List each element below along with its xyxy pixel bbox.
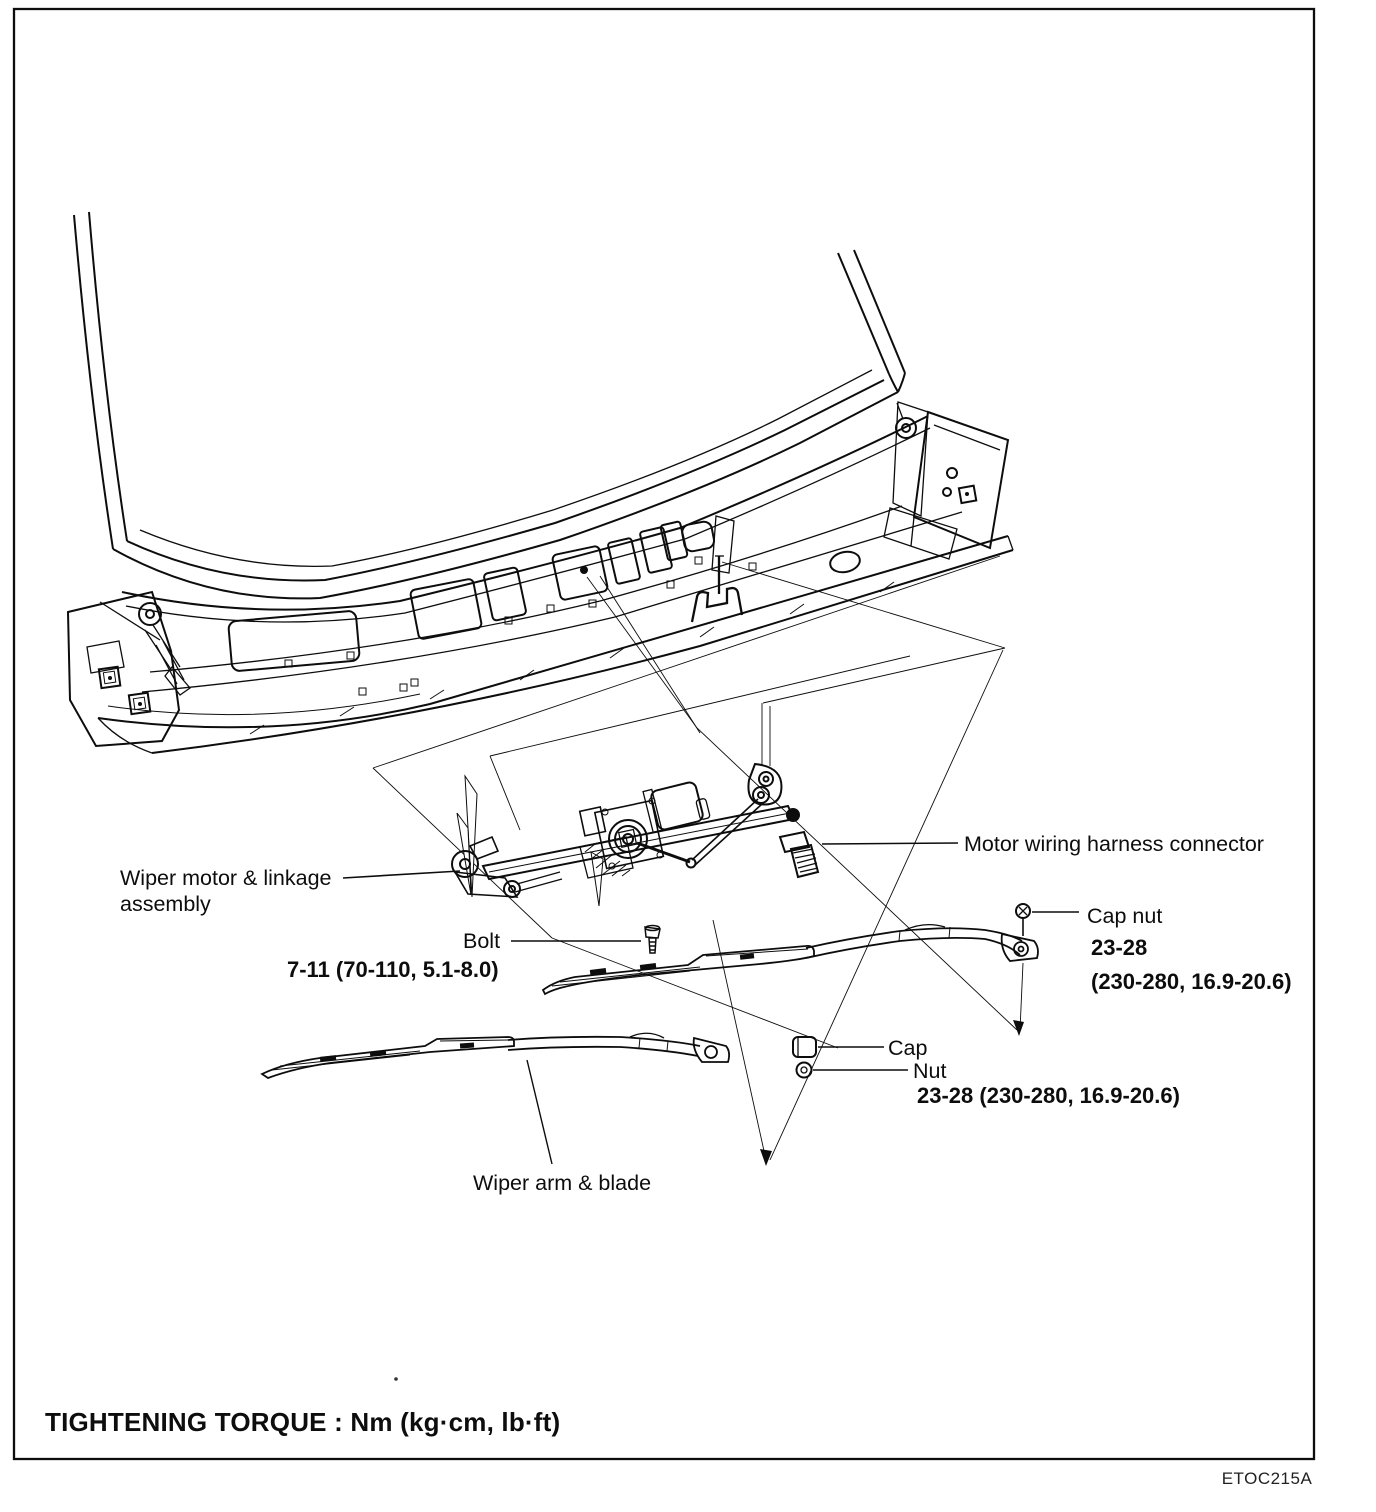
label-wiper-arm: Wiper arm & blade [473, 1171, 652, 1195]
cowl-left-bracket [68, 592, 190, 746]
figure-reference-code: ETOC215A [1221, 1469, 1313, 1488]
footer-title: TIGHTENING TORQUE : Nm (kg·cm, lb·ft) [45, 1407, 561, 1437]
figure-border [14, 9, 1314, 1459]
label-bolt-torque: 7-11 (70-110, 5.1-8.0) [287, 957, 499, 982]
leader-lines [343, 843, 1079, 1164]
cowl-panel [68, 402, 1013, 753]
label-wiper-motor-line1: Wiper motor & linkage [120, 866, 332, 890]
label-cap-nut: Cap nut [1087, 904, 1163, 928]
label-wiper-motor-line2: assembly [120, 892, 211, 916]
label-bolt: Bolt [463, 929, 501, 953]
upper-wiper-arm [543, 925, 1038, 994]
nut-part [797, 1063, 812, 1078]
lower-wiper-arm [262, 1033, 729, 1078]
leader-harness [822, 843, 958, 844]
leader-wiper-arm [527, 1060, 552, 1164]
callout-labels [120, 832, 1292, 1195]
label-cap-nut-torque2: (230-280, 16.9-20.6) [1091, 969, 1292, 994]
harness-connector-part [780, 832, 818, 877]
cap-nut-part [1016, 904, 1030, 936]
leader-wiper-motor [343, 871, 460, 878]
cap-part [793, 1037, 816, 1057]
label-harness-connector: Motor wiring harness connector [964, 832, 1264, 856]
label-nut: Nut [913, 1059, 947, 1083]
bolt-part [645, 926, 660, 954]
print-artifact-dot [394, 1377, 398, 1381]
label-cap-nut-torque1: 23-28 [1091, 935, 1148, 960]
wiper-motor-linkage-assembly [452, 764, 800, 897]
label-nut-torque: 23-28 (230-280, 16.9-20.6) [917, 1083, 1180, 1108]
windshield-outline [74, 212, 905, 598]
label-cap: Cap [888, 1036, 928, 1060]
cowl-right-bracket [884, 402, 1008, 559]
